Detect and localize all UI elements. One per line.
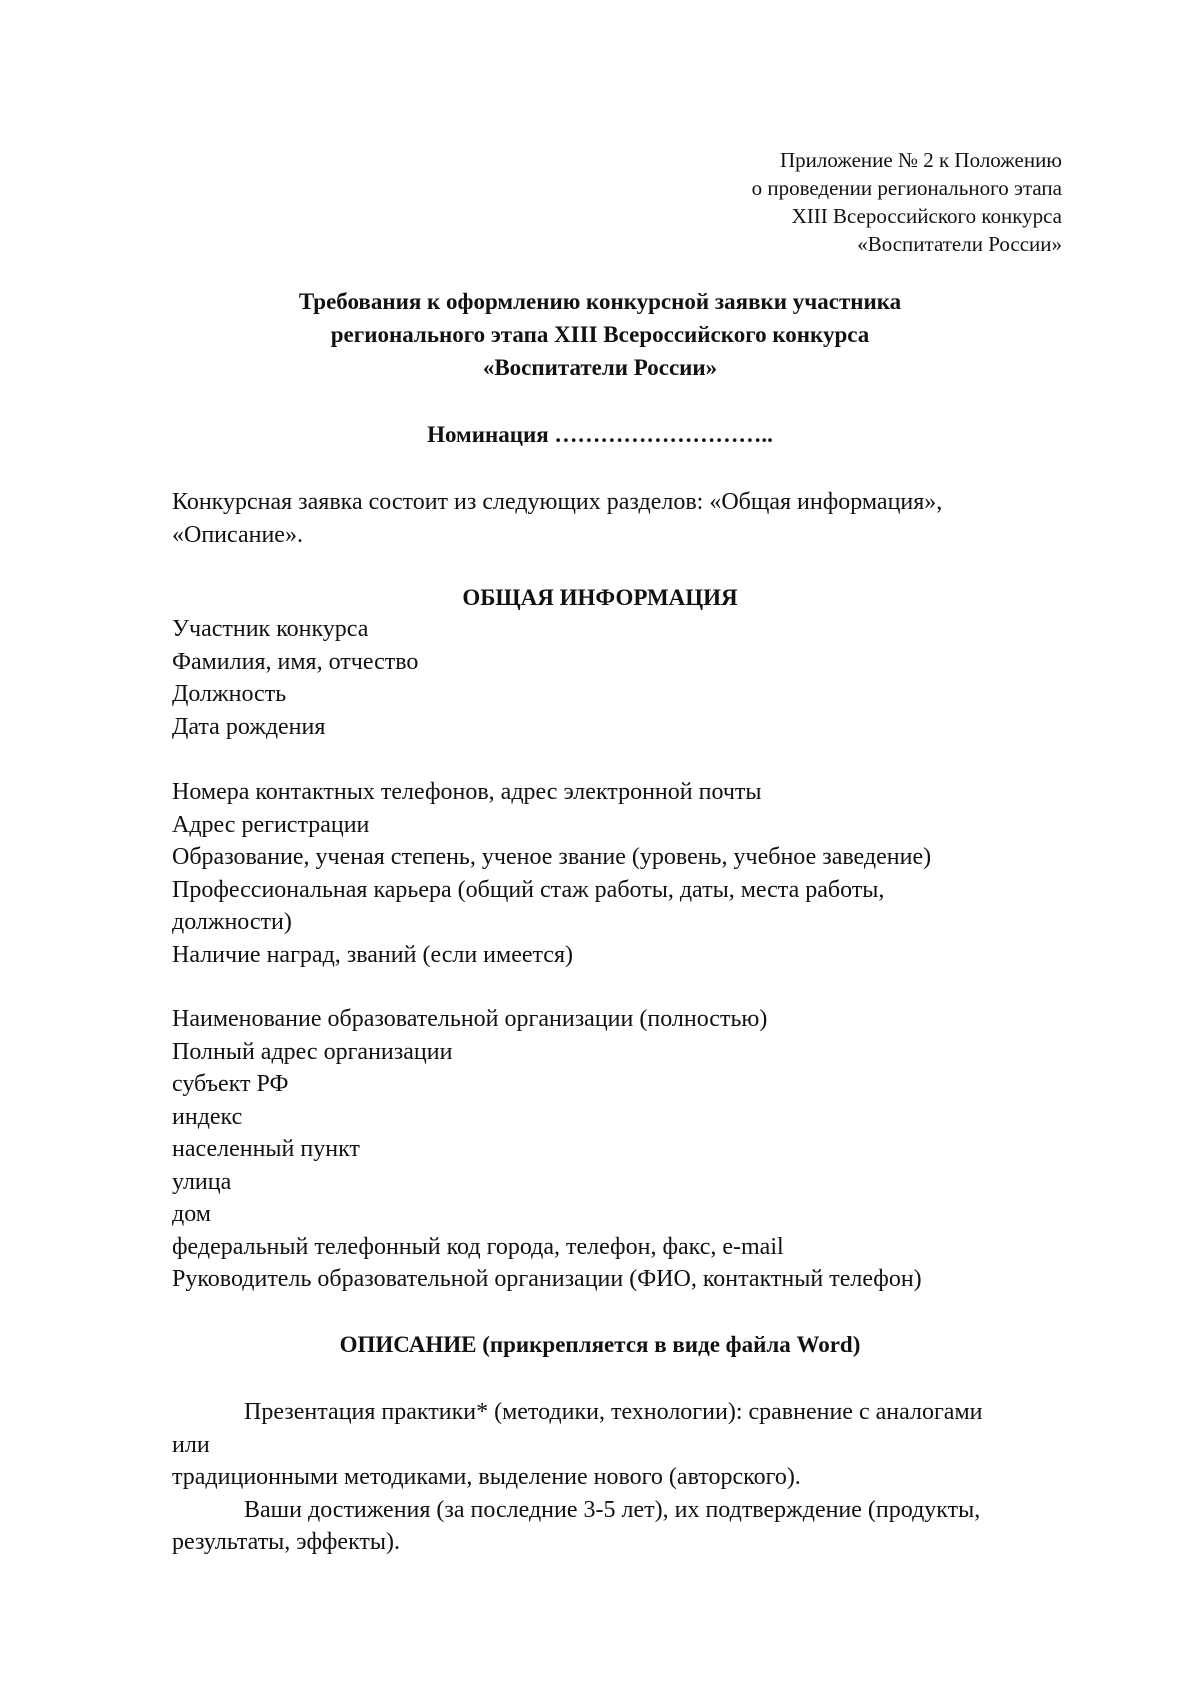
field-line: федеральный телефонный код города, телефон, факс, e-mail: [172, 1233, 784, 1260]
participant-fields: [172, 613, 418, 743]
intro-line: Конкурсная заявка состоит из следующих разделов: «Общая информация»,: [172, 489, 943, 515]
field-line: Профессиональная карьера (общий стаж работы, даты, места работы,: [172, 876, 885, 903]
field-line: Фамилия, имя, отчество: [172, 648, 419, 675]
field-line: Наличие наград, званий (если имеется): [172, 941, 573, 968]
appendix-line: о проведении регионального этапа: [751, 176, 1062, 200]
field-line: дом: [172, 1201, 211, 1227]
field-line: Должность: [172, 681, 287, 707]
organization-fields: [172, 1003, 922, 1296]
appendix-reference: [752, 146, 1062, 258]
description-line: результаты, эффекты).: [172, 1529, 401, 1555]
description-line: Презентация практики* (методики, технологии): сравнение с аналогами: [244, 1399, 983, 1425]
field-line: улица: [172, 1168, 232, 1195]
description-heading: ОПИСАНИЕ (прикрепляется в виде файла Word): [339, 1332, 861, 1357]
appendix-line: XIII Всероссийского конкурса: [791, 204, 1062, 228]
title-line: «Воспитатели России»: [482, 355, 718, 380]
description-body: [172, 1396, 982, 1559]
field-line: должности): [172, 909, 292, 935]
field-line: индекс: [172, 1103, 243, 1130]
field-line: населенный пункт: [172, 1136, 360, 1162]
field-line: Номера контактных телефонов, адрес электронной почты: [172, 779, 762, 805]
description-line: традиционными методиками, выделение нового (авторского).: [172, 1464, 801, 1490]
title-line: Требования к оформлению конкурсной заявки участника: [298, 289, 902, 314]
appendix-line: Приложение № 2 к Положению: [779, 148, 1062, 172]
general-info-heading: ОБЩАЯ ИНФОРМАЦИЯ: [462, 585, 738, 610]
field-line: Дата рождения: [172, 713, 326, 740]
field-line: Руководитель образовательной организации (ФИО, контактный телефон): [172, 1266, 922, 1292]
field-line: Наименование образовательной организации (полностью): [172, 1006, 768, 1032]
contact-fields: [172, 776, 931, 971]
appendix-line: «Воспитатели России»: [857, 232, 1062, 256]
nomination-line: Номинация ………………………..: [427, 422, 773, 447]
title-line: регионального этапа XIII Всероссийского конкурса: [330, 322, 870, 347]
description-line: или: [172, 1431, 210, 1458]
description-line: Ваши достижения (за последние 3-5 лет), их подтверждение (продукты,: [244, 1496, 981, 1523]
document-title: [0, 285, 1200, 384]
field-line: Адрес регистрации: [172, 811, 370, 838]
field-line: Образование, ученая степень, ученое звание (уровень, учебное заведение): [172, 844, 932, 870]
intro-line: «Описание».: [172, 521, 303, 548]
field-line: субъект РФ: [172, 1071, 289, 1097]
intro-paragraph: [172, 486, 942, 551]
field-line: Участник конкурса: [172, 616, 369, 642]
field-line: Полный адрес организации: [172, 1038, 453, 1065]
